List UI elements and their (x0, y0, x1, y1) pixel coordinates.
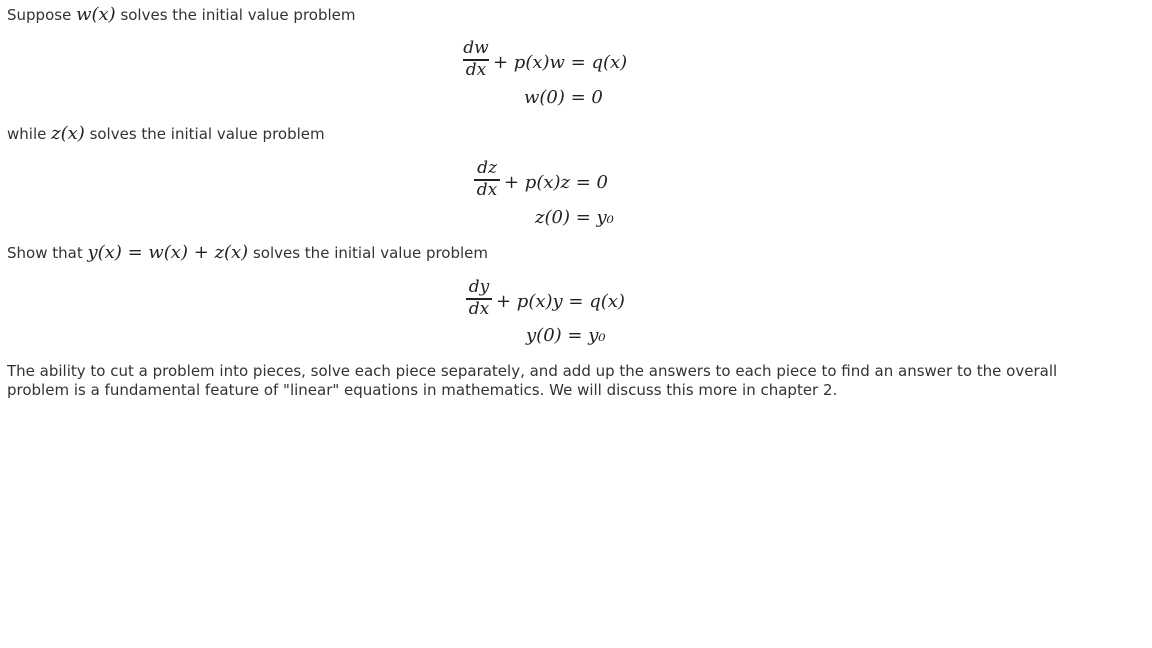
equation-w-rhs: + p(x)w = q(x) (493, 52, 628, 73)
intro-w-math: w(x) (76, 4, 116, 25)
intro-y-math: y(x) = w(x) + z(x) (87, 242, 249, 263)
intro-z-math: z(x) (51, 123, 85, 144)
equation-y (0, 277, 1152, 357)
initial-condition-z: z(0) = y₀ (535, 207, 614, 228)
intro-y-before: Show that (7, 244, 88, 262)
closing-paragraph (7, 362, 1087, 400)
fraction-numerator: dz (477, 158, 497, 178)
equation-z (0, 158, 1152, 238)
intro-z-line (7, 124, 325, 144)
intro-w-line (7, 5, 356, 25)
fraction-numerator: dy (468, 277, 490, 297)
intro-w-after: solves the initial value problem (115, 6, 356, 24)
fraction-numerator: dw (463, 38, 489, 58)
initial-condition-w: w(0) = 0 (524, 87, 603, 108)
equation-y-rhs: + p(x)y = q(x) (496, 291, 625, 312)
fraction-dw-dx (461, 38, 491, 79)
closing-line-1: The ability to cut a problem into pieces, solve each piece separately, and add up the answers to each piece to find an answer to the overall (7, 362, 1058, 380)
fraction-dz-dx (472, 158, 502, 199)
intro-w-before: Suppose (7, 6, 77, 24)
intro-y-line (7, 243, 488, 263)
fraction-denominator: dx (465, 59, 487, 80)
fraction-denominator: dx (476, 179, 498, 200)
equation-z-rhs: + p(x)z = 0 (504, 172, 608, 193)
intro-z-after: solves the initial value problem (84, 125, 325, 143)
intro-z-before: while (7, 125, 52, 143)
closing-line-2: problem is a fundamental feature of "linear" equations in mathematics. We will discuss this more in chapter 2. (7, 381, 838, 399)
fraction-denominator: dx (468, 298, 490, 319)
intro-y-after: solves the initial value problem (248, 244, 489, 262)
equation-w (0, 38, 1152, 118)
fraction-dy-dx (464, 277, 494, 318)
initial-condition-y: y(0) = y₀ (526, 325, 606, 346)
